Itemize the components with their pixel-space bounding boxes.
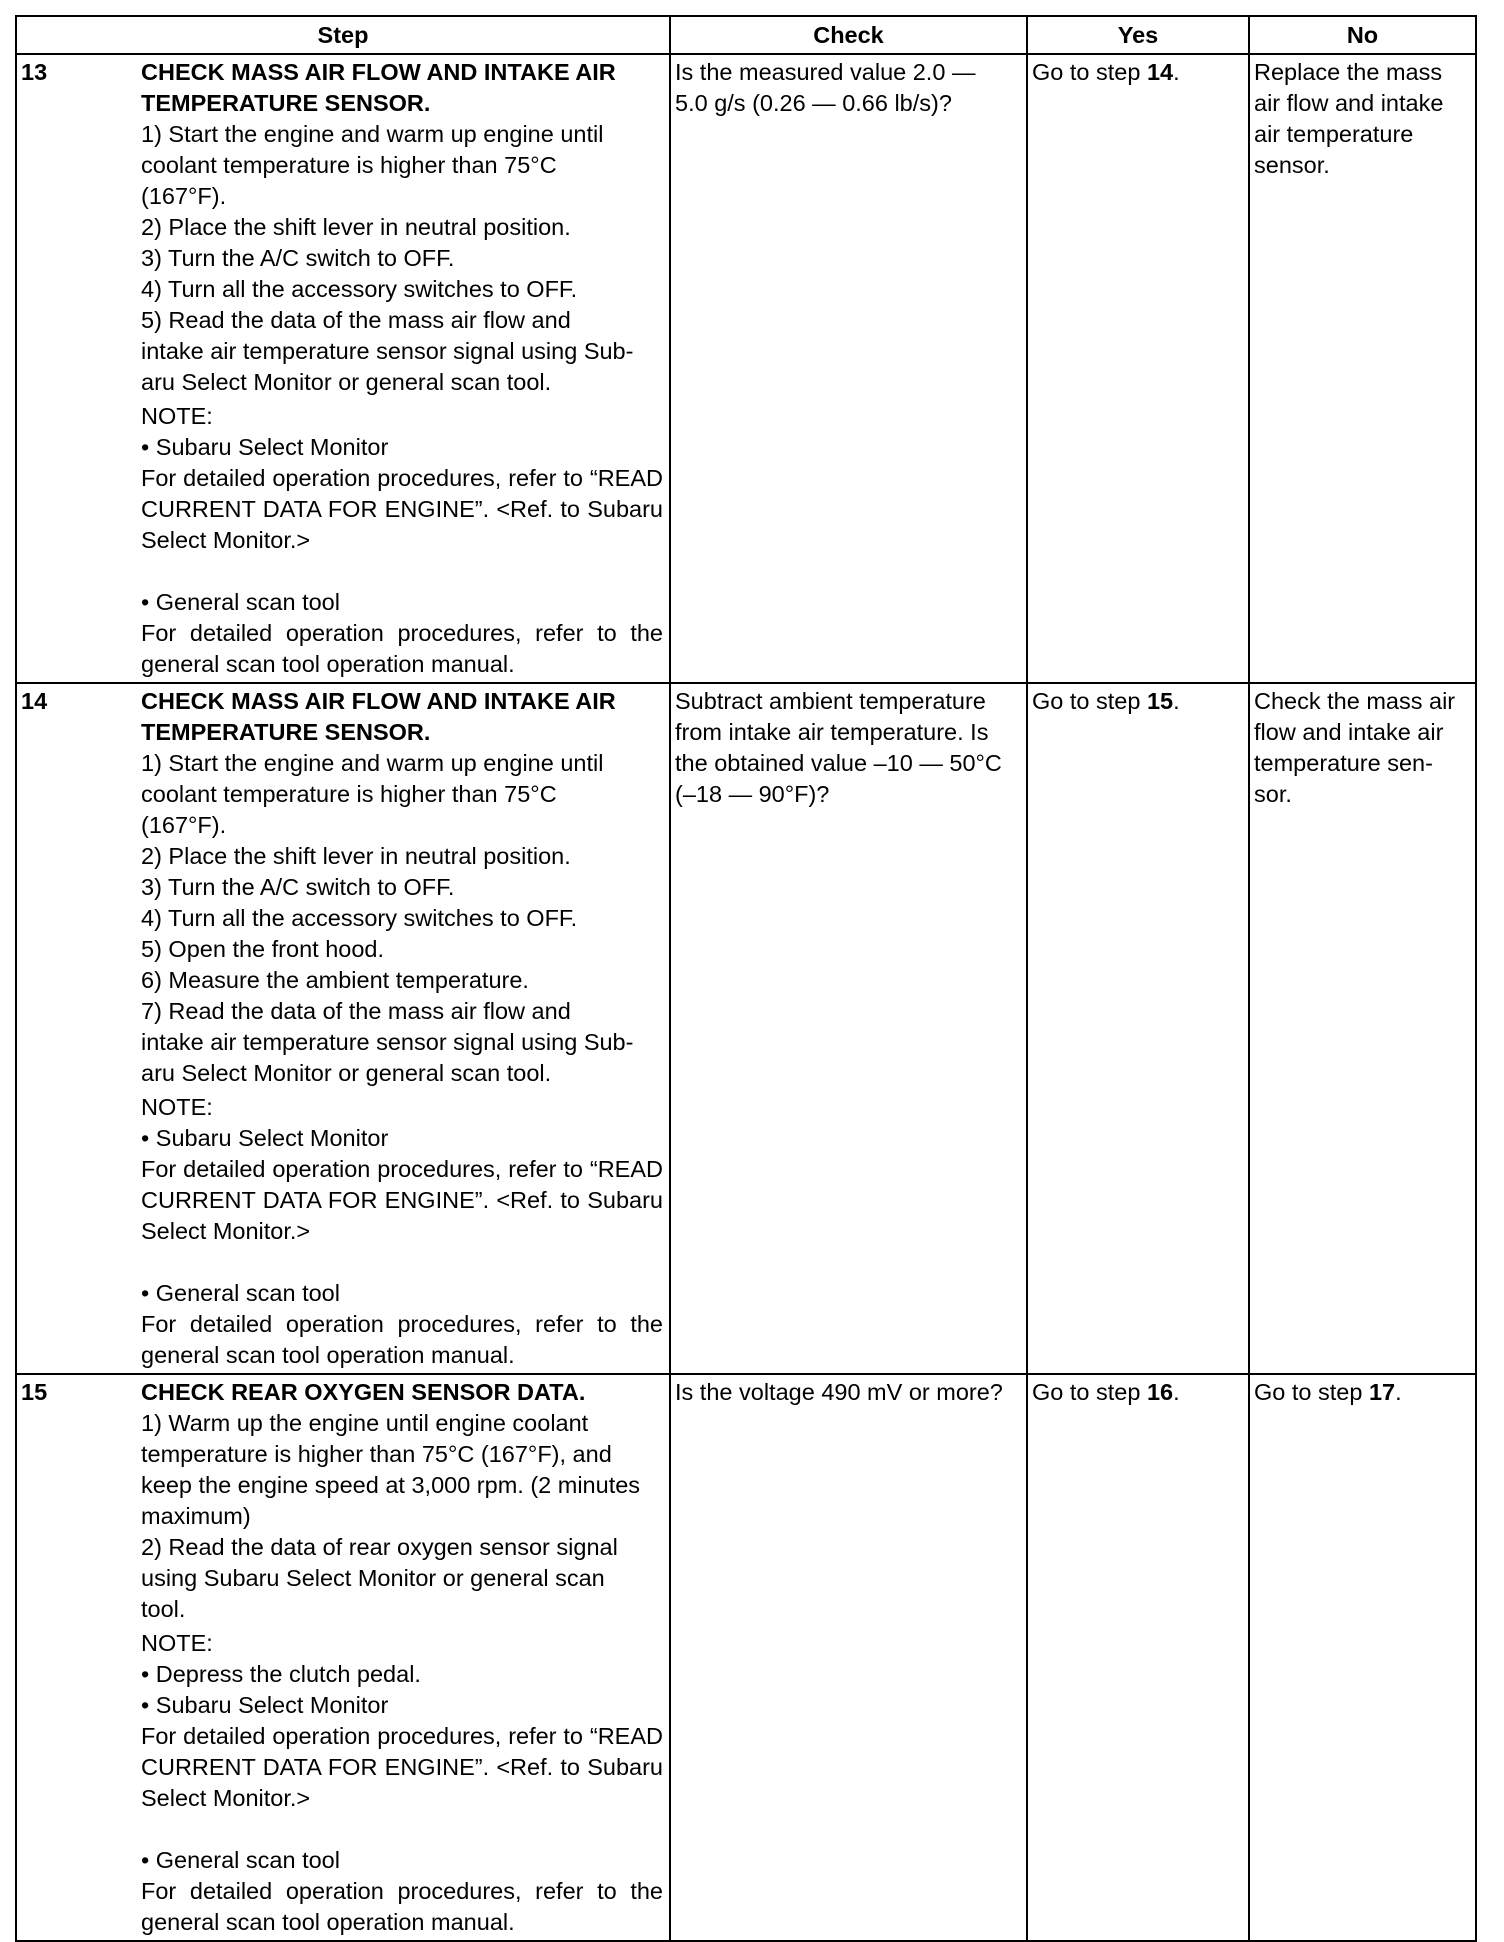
step-line: 3) Turn the A/C switch to OFF. <box>141 245 455 271</box>
step-title: TEMPERATURE SENSOR. <box>141 90 431 116</box>
note-bullet: • General scan tool <box>141 587 663 618</box>
step-description <box>141 1377 663 1938</box>
diagnostic-procedure-table <box>15 15 1477 1942</box>
no-line: temperature sen- <box>1254 750 1433 776</box>
step-line: 1) Start the engine and warm up engine until <box>141 121 604 147</box>
step-line: (167°F). <box>141 183 227 209</box>
step-title: CHECK REAR OXYGEN SENSOR DATA. <box>141 1379 586 1405</box>
no-line: Check the mass air <box>1254 688 1456 714</box>
yes-cell <box>1027 1374 1249 1941</box>
no-line: sor. <box>1254 781 1292 807</box>
step-line: 7) Read the data of the mass air flow and <box>141 998 571 1024</box>
yes-prefix: Go to step <box>1032 1379 1147 1405</box>
step-title: CHECK MASS AIR FLOW AND INTAKE AIR <box>141 59 616 85</box>
step-line: tool. <box>141 1596 186 1622</box>
note-bullet: • Subaru Select Monitor <box>141 432 663 463</box>
step-line: 3) Turn the A/C switch to OFF. <box>141 874 455 900</box>
table-row <box>16 54 1476 683</box>
step-line: maximum) <box>141 1503 251 1529</box>
note-text: For detailed operation procedures, refer to “READ CURRENT DATA FOR ENGINE”. <Ref. to Subaru Select Monitor.> <box>141 1156 663 1244</box>
step-title: CHECK MASS AIR FLOW AND INTAKE AIR <box>141 688 616 714</box>
note-label: NOTE: <box>141 1094 213 1120</box>
check-line: from intake air temperature. Is <box>675 719 989 745</box>
step-line: coolant temperature is higher than 75°C <box>141 152 557 178</box>
note-bullet: • Depress the clutch pedal. <box>141 1659 663 1690</box>
step-line: 2) Read the data of rear oxygen sensor signal <box>141 1534 618 1560</box>
step-cell <box>16 1374 670 1941</box>
yes-cell <box>1027 683 1249 1374</box>
check-line: Subtract ambient temperature <box>675 688 986 714</box>
step-line: 5) Open the front hood. <box>141 936 384 962</box>
check-line: Is the voltage 490 mV or more? <box>675 1379 1003 1405</box>
no-line: Replace the mass <box>1254 59 1443 85</box>
step-number: 14 <box>21 688 48 714</box>
step-line: (167°F). <box>141 812 227 838</box>
check-line: the obtained value –10 — 50°C <box>675 750 1002 776</box>
check-line: 5.0 g/s (0.26 — 0.66 lb/s)? <box>675 90 952 116</box>
step-line: 1) Start the engine and warm up engine until <box>141 750 604 776</box>
check-line: Is the measured value 2.0 — <box>675 59 976 85</box>
spacer <box>141 556 663 587</box>
note-text: For detailed operation procedures, refer to the general scan tool operation manual. <box>141 1311 663 1368</box>
no-cell <box>1249 1374 1476 1941</box>
yes-prefix: Go to step <box>1032 688 1147 714</box>
step-line: 6) Measure the ambient temperature. <box>141 967 529 993</box>
step-line: 4) Turn all the accessory switches to OFF. <box>141 905 578 931</box>
step-line: 2) Place the shift lever in neutral position. <box>141 843 571 869</box>
note-text: For detailed operation procedures, refer to “READ CURRENT DATA FOR ENGINE”. <Ref. to Subaru Select Monitor.> <box>141 465 663 553</box>
step-cell <box>16 54 670 683</box>
table-row <box>16 683 1476 1374</box>
note-bullet: • Subaru Select Monitor <box>141 1690 663 1721</box>
step-line: intake air temperature sensor signal using Sub- <box>141 1029 634 1055</box>
step-cell <box>16 683 670 1374</box>
step-number: 13 <box>21 59 48 85</box>
step-line: temperature is higher than 75°C (167°F), and <box>141 1441 612 1467</box>
no-prefix: Go to step <box>1254 1379 1369 1405</box>
step-line: coolant temperature is higher than 75°C <box>141 781 557 807</box>
step-line: keep the engine speed at 3,000 rpm. (2 minutes <box>141 1472 641 1498</box>
no-cell <box>1249 54 1476 683</box>
note-label: NOTE: <box>141 403 213 429</box>
no-line: sensor. <box>1254 152 1330 178</box>
step-description <box>141 57 663 680</box>
check-cell <box>670 54 1027 683</box>
step-line: using Subaru Select Monitor or general scan <box>141 1565 605 1591</box>
table-header-row <box>16 16 1476 54</box>
step-line: intake air temperature sensor signal using Sub- <box>141 338 634 364</box>
yes-step-number: 16 <box>1146 1379 1174 1405</box>
header-step: Step <box>16 16 670 54</box>
step-title: TEMPERATURE SENSOR. <box>141 719 431 745</box>
no-cell <box>1249 683 1476 1374</box>
yes-suffix: . <box>1173 1379 1180 1405</box>
note-text: For detailed operation procedures, refer to the general scan tool operation manual. <box>141 620 663 677</box>
yes-suffix: . <box>1173 59 1180 85</box>
no-line: flow and intake air <box>1254 719 1444 745</box>
note-text: For detailed operation procedures, refer to the general scan tool operation manual. <box>141 1878 663 1935</box>
note-bullet: • Subaru Select Monitor <box>141 1123 663 1154</box>
check-cell <box>670 683 1027 1374</box>
step-number: 15 <box>21 1379 48 1405</box>
yes-cell <box>1027 54 1249 683</box>
spacer <box>141 1247 663 1278</box>
yes-prefix: Go to step <box>1032 59 1147 85</box>
check-cell <box>670 1374 1027 1941</box>
header-yes: Yes <box>1027 16 1249 54</box>
step-line: 4) Turn all the accessory switches to OFF. <box>141 276 578 302</box>
no-line: air flow and intake <box>1254 90 1444 116</box>
header-check: Check <box>670 16 1027 54</box>
yes-step-number: 15 <box>1146 688 1174 714</box>
step-line: 2) Place the shift lever in neutral position. <box>141 214 571 240</box>
note-text: For detailed operation procedures, refer to “READ CURRENT DATA FOR ENGINE”. <Ref. to Subaru Select Monitor.> <box>141 1723 663 1811</box>
note-label: NOTE: <box>141 1630 213 1656</box>
no-suffix: . <box>1395 1379 1402 1405</box>
step-line: aru Select Monitor or general scan tool. <box>141 369 552 395</box>
note-bullet: • General scan tool <box>141 1278 663 1309</box>
no-step-number: 17 <box>1368 1379 1396 1405</box>
step-line: 1) Warm up the engine until engine coolant <box>141 1410 589 1436</box>
step-description <box>141 686 663 1371</box>
step-line: 5) Read the data of the mass air flow and <box>141 307 571 333</box>
no-line: air temperature <box>1254 121 1414 147</box>
yes-suffix: . <box>1173 688 1180 714</box>
spacer <box>141 1814 663 1845</box>
yes-step-number: 14 <box>1146 59 1174 85</box>
table-row <box>16 1374 1476 1941</box>
header-no: No <box>1249 16 1476 54</box>
note-bullet: • General scan tool <box>141 1845 663 1876</box>
step-line: aru Select Monitor or general scan tool. <box>141 1060 552 1086</box>
check-line: (–18 — 90°F)? <box>675 781 830 807</box>
